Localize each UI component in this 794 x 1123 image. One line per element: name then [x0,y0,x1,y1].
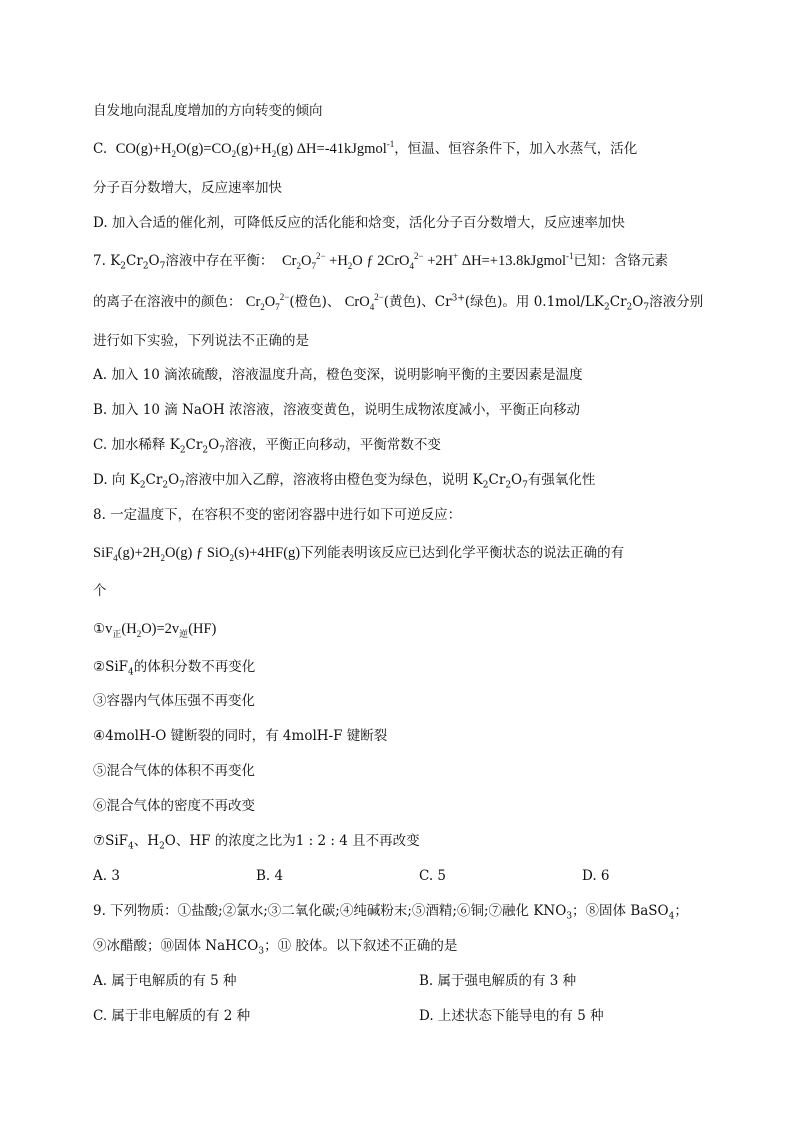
q6-line-cont: 自发地向混乱度增加的方向转变的倾向 [93,103,323,119]
q9-option-b: B. 属于强电解质的有 3 种 [419,973,577,989]
q6-option-d: D. 加入合适的催化剂，可降低反应的活化能和焓变，活化分子百分数增大，反应速率加快 [93,215,625,231]
q9-option-a: A. 属于电解质的有 5 种 [93,973,237,989]
q7-option-b: B. 加入 10 滴 NaOH 浓溶液，溶液变黄色，说明生成物浓度减小，平衡正向移动 [93,402,581,418]
q9-option-d: D. 上述状态下能导电的有 5 种 [419,1008,604,1024]
q8-option-a: A. 3 [93,868,120,884]
q8-stem: 8. 一定温度下，在容积不变的密闭容器中进行如下可逆反应： [93,507,462,523]
q7-option-a: A. 加入 10 滴浓硫酸，溶液温度升高，橙色变深，说明影响平衡的主要因素是温度 [93,367,583,383]
q9-line1: 9. 下列物质：①盐酸;②氯水;③二氧化碳;④纯碱粉末;⑤酒精;⑥铜;⑦融化 $KNO_3$；⑧固体 BaSO$_4$； [93,903,688,922]
q8-equation: $SiF_4(g)+2H_2O(g)$ ƒ SiO$_2$(s)+4HF(g)下列能表明该反应已达到化学平衡状态的说法正确的有 [93,545,625,563]
q8-option-d: D. 6 [582,868,610,884]
q9-option-c: C. 属于非电解质的有 2 种 [93,1008,251,1024]
q8-item-3: ③容器内气体压强不再变化 [93,693,255,709]
q8-item-5: ⑤混合气体的体积不再变化 [93,763,255,779]
q7-option-d: D. 向 $K_2Cr_2O_7$溶液中加入乙醇，溶液将由橙色变为绿色，说明 $K_2Cr_2O_7$有强氧化性 [93,472,596,491]
q8-item-1: $①v_正(H_2O)=2v_逆(HF)$ [93,621,217,639]
q6-option-c-cont: 分子百分数增大，反应速率加快 [93,180,282,196]
q7-line2: 的离子在溶液中的颜色： $Cr_2O_7^{2-}$(橙色)、 CrO$_4^{2-}$(黄色)、$Cr^{3+}$(绿色)。用 $0.1mol/LK_2Cr_2O_7$溶液分别 [93,292,704,313]
q9-line2: ⑨冰醋酸；⑩固体 NaHCO$_3$；⑪ 胶体。以下叙述不正确的是 [93,938,458,957]
q6-option-c: C. $CO(g)+H_2O(g)=CO_2(g)+H_2(g)$ ΔH=-41kJgmol$^{-1}$，恒温、恒容条件下，加入水蒸气，活化 [93,139,638,159]
q8-option-b: B. 4 [256,868,284,884]
q8-item-4: ④4molH-O 键断裂的同时，有 4molH-F 键断裂 [93,728,388,744]
q8-item-6: ⑥混合气体的密度不再改变 [93,798,255,814]
q7-stem: 7. $K_2Cr_2O_7$溶液中存在平衡： $Cr_2O_7^{2-} +H_2O$ ƒ 2CrO$_4^{2-}$ +2H+ ΔH=+13.8kJgmol$^{-1}$已知：含铬元素 [93,251,669,272]
q8-item-7: ⑦SiF$_4$、$H_2O$、HF 的浓度之比为1 : 2 : 4 且不再改变 [93,833,420,852]
q8-stem-cont: 个 [93,583,107,599]
q8-option-c: C. 5 [419,868,447,884]
q8-item-2: ②SiF$_4$的体积分数不再变化 [93,659,256,678]
q7-option-c: C. 加水稀释 $K_2Cr_2O_7$溶液，平衡正向移动，平衡常数不变 [93,437,441,456]
q7-line3: 进行如下实验，下列说法不正确的是 [93,333,309,349]
